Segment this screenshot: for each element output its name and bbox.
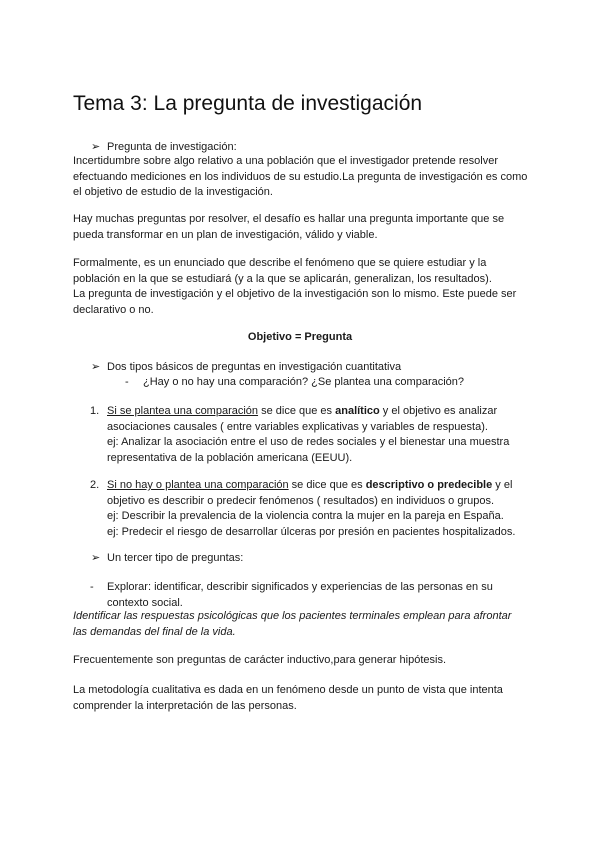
list-item-explore: Explorar: identificar, describir significados y experiencias de las personas en su contexto social. bbox=[107, 581, 493, 609]
sub-bullet-comparison bbox=[125, 375, 464, 391]
bold-term: analítico bbox=[335, 405, 380, 417]
list-item-descriptive bbox=[107, 478, 532, 540]
underlined-text: Si no hay o plantea una comparación bbox=[107, 479, 289, 491]
example-text: ej: Analizar la asociación entre el uso de redes sociales y el bienestar una muestra representativa de la población americana (EEUU). bbox=[107, 436, 510, 464]
text-run: y el objetivo es analizar asociaciones causales ( entre variables explicativas y variables de respuesta). bbox=[107, 405, 498, 433]
paragraph-challenge: Hay muchas preguntas por resolver, el desafío es hallar una pregunta importante que se pueda transformar en un plan de investigación, válido y viable. bbox=[73, 213, 505, 241]
paragraph-qualitative: La metodología cualitativa es dada en un fenómeno desde un punto de vista que intenta comprender la interpretación de las personas. bbox=[73, 684, 503, 712]
dash-bullet-icon: - bbox=[125, 376, 129, 388]
bullet-text: Un tercer tipo de preguntas: bbox=[107, 552, 244, 564]
list-number-1: 1. bbox=[90, 405, 100, 417]
bold-term: descriptivo o predecible bbox=[365, 479, 493, 491]
bullet-two-types bbox=[91, 360, 401, 376]
example-text: ej: Describir la prevalencia de la violencia contra la mujer en la pareja en España. bbox=[107, 510, 504, 522]
arrow-bullet-icon: ➢ bbox=[91, 552, 101, 564]
underlined-text: Si se plantea una comparación bbox=[107, 405, 259, 417]
text-run: se dice que es bbox=[258, 405, 336, 417]
paragraph-formal: Formalmente, es un enunciado que describe el fenómeno que se quiere estudiar y la población en la que se estudiará (y a la que se aplicarán, generalizan, los resultados). bbox=[73, 257, 492, 285]
page-title: Tema 3: La pregunta de investigación bbox=[73, 92, 423, 115]
paragraph-definition: Incertidumbre sobre algo relativo a una población que el investigador pretende resolver efectuando mediciones en los individuos de su estudio.La pregunta de investigación es como el objetivo de estudio de la investigación. bbox=[73, 155, 528, 198]
arrow-bullet-icon: ➢ bbox=[91, 361, 101, 373]
list-number-2: 2. bbox=[90, 479, 100, 491]
paragraph-inductive: Frecuentemente son preguntas de carácter inductivo,para generar hipótesis. bbox=[73, 654, 446, 666]
italic-example: Identificar las respuestas psicológicas que los pacientes terminales emplean para afrontar las demandas del final de la vida. bbox=[73, 610, 512, 638]
bullet-text: Dos tipos básicos de preguntas en investigación cuantitativa bbox=[107, 361, 402, 373]
text-run: y el objetivo es describir o predecir fenómenos ( resultados) en individuos o grupos. bbox=[107, 479, 513, 507]
bullet-text: Pregunta de investigación: bbox=[107, 141, 237, 153]
centered-heading: Objetivo = Pregunta bbox=[247, 331, 353, 343]
arrow-bullet-icon: ➢ bbox=[91, 141, 101, 153]
list-item-analytic bbox=[107, 404, 527, 466]
text-run: se dice que es bbox=[288, 479, 366, 491]
example-text: ej: Predecir el riesgo de desarrollar úlceras por presión en pacientes hospitalizados. bbox=[107, 525, 516, 538]
paragraph-same: La pregunta de investigación y el objetivo de la investigación son lo mismo. Este puede ser declarativo o no. bbox=[73, 288, 517, 316]
bullet-third-type bbox=[91, 551, 243, 567]
bullet-text: ¿Hay o no hay una comparación? ¿Se plantea una comparación? bbox=[143, 376, 465, 388]
dash-bullet-icon: - bbox=[90, 581, 94, 593]
